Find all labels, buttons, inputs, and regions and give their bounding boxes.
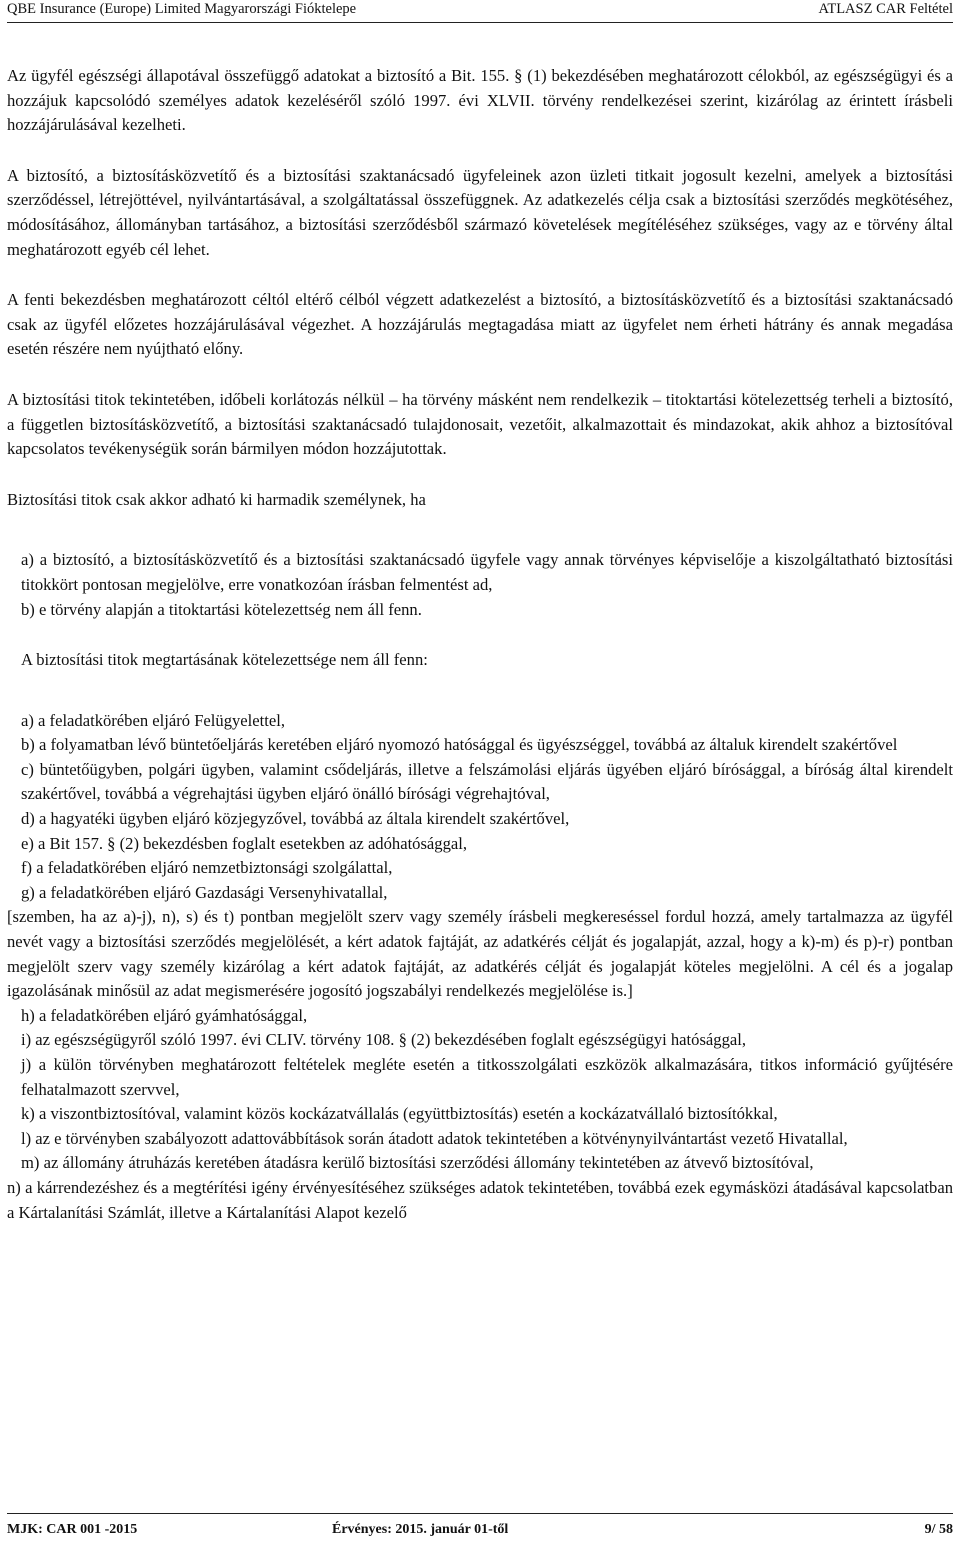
header-company: QBE Insurance (Europe) Limited Magyarországi Fióktelepe — [7, 1, 357, 17]
list-item: h) a feladatkörében eljáró gyámhatósággal, — [21, 1005, 308, 1025]
footer-document-code: MJK: CAR 001 -2015 — [7, 1522, 138, 1537]
list-item: n) a kárrendezéshez és a megtérítési igény érvényesítéséhez szükséges adatok tekintetében, továbbá ezek egymásközi átadásával kapcsolatban a Kártalanítási Számlát, illetve a Kártalanítási Alapot kezelő — [7, 1177, 953, 1222]
paragraph-exceptions-intro: A biztosítási titok megtartásának kötelezettsége nem áll fenn: — [21, 650, 428, 670]
paragraph-business-secrets: A biztosító, a biztosításközvetítő és a biztosítási szaktanácsadó ügyfeleinek azon üzleti titkait jogosult kezelni, amelyek a biztosítási szerződéssel, létrejöttével, nyilvántartásával, a szolgáltatással összefüggnek. Az adatkezelés célja csak a biztosítási szerződés megkötéséhez, módosításához, állományban tartásához, a biztosítási szerződésből származó követelések megítéléséhez szükséges, vagy az e törvény által meghatározott egyéb cél lehet. — [7, 165, 953, 259]
list-item: i) az egészségügyről szóló 1997. évi CLIV. törvény 108. § (2) bekezdésében foglalt egészségügyi hatósággal, — [21, 1030, 746, 1050]
paragraph-consent: A fenti bekezdésben meghatározott céltól eltérő célból végzett adatkezelést a biztosító, a biztosításközvetítő és a biztosítási szaktanácsadó csak az ügyfél előzetes hozzájárulásával végezhet. A hozzájárulás megtagadása miatt az ügyfelet nem érheti hátrány és annak megadása esetén részére nem nyújtható előny. — [7, 290, 953, 359]
list-item: l) az e törvényben szabályozott adattovábbítások során átadott adatok tekintetében a kötvénynyilvántartást vezető Hivatallal, — [21, 1128, 848, 1148]
page-footer — [7, 1513, 953, 1540]
list-item: a) a biztosító, a biztosításközvetítő és a biztosítási szaktanácsadó ügyfele vagy annak törvényes képviselője a kiszolgáltatható biztosítási titokkört pontosan megjelölve, erre vonatkozóan írásban felmentést ad, — [21, 550, 953, 594]
list-item: e) a Bit 157. § (2) bekezdésben foglalt esetekben az adóhatósággal, — [21, 833, 468, 853]
document-body — [7, 64, 953, 1225]
list-item: g) a feladatkörében eljáró Gazdasági Versenyhivatallal, — [21, 882, 388, 902]
list-item: k) a viszontbiztosítóval, valamint közös kockázatvállalás (együttbiztosítás) esetén a kockázatvállaló biztosítókkal, — [21, 1104, 778, 1124]
list-item: d) a hagyatéki ügyben eljáró közjegyzővel, továbbá az általa kirendelt szakértővel, — [21, 809, 570, 829]
paragraph-health-data: Az ügyfél egészségi állapotával összefüggő adatokat a biztosító a Bit. 155. § (1) bekezdésében meghatározott célokból, az egészségügyi és a hozzájuk kapcsolódó személyes adatok kezeléséről szóló 1997. évi XLVII. törvény rendelkezései szerint, kizárólag az érintett írásbeli hozzájárulásával kezelheti. — [7, 66, 953, 135]
list-item: j) a külön törvényben meghatározott feltételek megléte esetén a titkosszolgálati eszközök alkalmazására, titkos információ gyűjtésére felhatalmazott szervvel, — [21, 1055, 953, 1099]
footer-validity: Érvényes: 2015. január 01-től — [332, 1522, 509, 1537]
paragraph-confidentiality: A biztosítási titok tekintetében, időbeli korlátozás nélkül – ha törvény másként nem rendelkezik – titoktartási kötelezettség terheli a biztosító, a független biztosításközvetítő, a biztosítási szaktanácsadó tulajdonosait, vezetőit, alkalmazottait és mindazokat, akik ahhoz a biztosítóval kapcsolatos tevékenységük során bármilyen módon hozzájutottak. — [7, 389, 953, 459]
list-item: a) a feladatkörében eljáró Felügyelettel, — [21, 710, 285, 730]
paragraph-disclosure-intro: Biztosítási titok csak akkor adható ki harmadik személynek, ha — [7, 489, 426, 509]
header-document-title: ATLASZ CAR Feltétel — [818, 1, 953, 17]
list-item: b) a folyamatban lévő büntetőeljárás keretében eljáró nyomozó hatósággal és ügyészséggel, továbbá az általuk kirendelt szakértővel — [21, 735, 898, 755]
list-item: b) e törvény alapján a titoktartási kötelezettség nem áll fenn. — [21, 599, 422, 619]
footer-page-number: 9/ 58 — [924, 1522, 953, 1537]
list-item: c) büntetőügyben, polgári ügyben, valamint csődeljárás, illetve a felszámolási eljárás ügyében eljáró bírósággal, a bíróság által kirendelt szakértővel, továbbá a végrehajtási ügyben eljáró önálló bírósági végrehajtóval, — [21, 759, 953, 804]
page-header — [7, 0, 953, 23]
list-item: m) az állomány átruházás keretében átadásra kerülő biztosítási szerződési állomány tekintetében az átvevő biztosítóval, — [21, 1153, 814, 1173]
list-item: f) a feladatkörében eljáró nemzetbiztonsági szolgálattal, — [21, 858, 393, 878]
list-note: [szemben, ha az a)-j), n), s) és t) pontban megjelölt szerv vagy személy írásbeli megkereséssel fordul hozzá, amely tartalmazza az ügyfél nevét vagy a biztosítási szerződés megjelölését, a kért adatok fajtáját, az adatkérés célját és jogalapját, azzal, hogy a k)-m) és p)-r) pontban megjelölt szerv vagy személy kizárólag a kért adatok fajtáját, az adatkérés célját és jogalapját köteles megjelölni. A cél és a jogalap igazolásának minősül az adat megismerésére jogosító jogszabályi rendelkezés megjelölése is.] — [7, 907, 953, 1001]
